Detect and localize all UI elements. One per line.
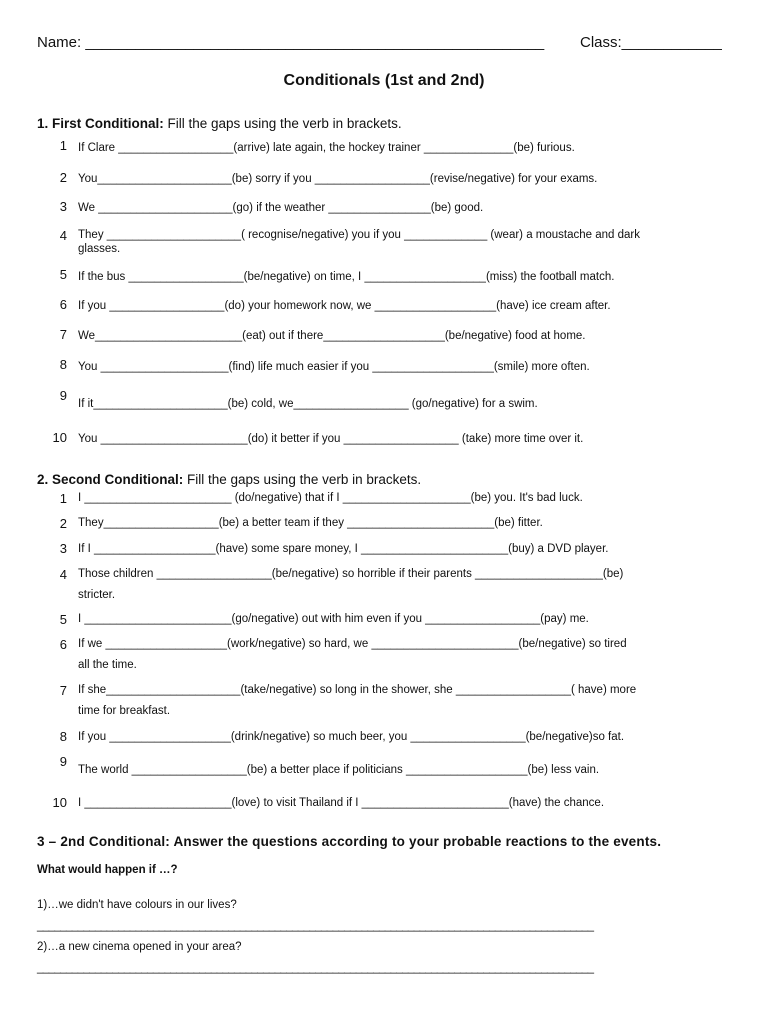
item-number: 6: [59, 637, 67, 652]
item-number: 3: [59, 199, 67, 214]
item-number: 2: [59, 516, 67, 531]
exercise-sentence: If you __________________(do) your homework now, we ___________________(have) ice cream after.: [78, 300, 611, 312]
exercise-sentence: The world __________________(be) a better place if politicians ___________________(be) less vain.: [78, 764, 600, 776]
exercise-sentence: If I ___________________(have) some spare money, I _______________________(buy) a DVD player.: [78, 543, 609, 555]
item-number: 3: [59, 541, 67, 556]
name-field-label: Name: _______________________________________________________: [37, 34, 545, 51]
exercise-sentence: You ____________________(find) life much easier if you ___________________(smile) more often.: [78, 361, 590, 373]
exercise-sentence: If Clare __________________(arrive) late again, the hockey trainer ______________(be) furious.: [78, 142, 575, 154]
answer-line: ________________________________________________________________________________________________: [37, 962, 594, 974]
exercise-sentence-continued: time for breakfast.: [78, 705, 171, 717]
class-field-label: Class:____________: [580, 34, 722, 51]
section-3-heading: 3 – 2nd Conditional: Answer the questions according to your probable reactions to the events.: [37, 834, 662, 849]
item-number: 7: [59, 683, 67, 698]
exercise-sentence: If you ___________________(drink/negative) so much beer, you __________________(be/negative)so fat.: [78, 731, 625, 743]
answer-line: ________________________________________________________________________________________________: [37, 920, 594, 932]
section-1-heading-rest: Fill the gaps using the verb in brackets.: [163, 116, 402, 131]
section-2-heading-bold: 2. Second Conditional:: [37, 472, 184, 487]
item-number: 10: [52, 430, 67, 445]
exercise-sentence: You _______________________(do) it better if you __________________ (take) more time over it.: [78, 433, 584, 445]
section-2-heading-rest: Fill the gaps using the verb in brackets.: [183, 472, 422, 487]
page-title: Conditionals (1st and 2nd): [283, 72, 485, 89]
item-number: 8: [59, 729, 67, 744]
exercise-sentence: If she_____________________(take/negative) so long in the shower, she __________________( have) more: [78, 684, 637, 696]
exercise-sentence-continued: glasses.: [78, 243, 121, 255]
item-number: 4: [59, 228, 67, 243]
item-number: 1: [59, 491, 67, 506]
section-2-heading: [37, 472, 421, 487]
item-number: 8: [59, 357, 67, 372]
exercise-sentence: They__________________(be) a better team if they _______________________(be) fitter.: [78, 517, 543, 529]
question-text: 2)…a new cinema opened in your area?: [37, 941, 242, 953]
exercise-sentence-continued: all the time.: [78, 659, 137, 671]
item-number: 9: [59, 388, 67, 403]
exercise-sentence: They _____________________( recognise/negative) you if you _____________ (wear) a moustache and dark: [78, 229, 640, 241]
section-1-heading: [37, 116, 402, 131]
item-number: 2: [59, 170, 67, 185]
item-number: 9: [59, 754, 67, 769]
item-number: 5: [59, 612, 67, 627]
exercise-sentence: If it_____________________(be) cold, we__________________ (go/negative) for a swim.: [78, 398, 538, 410]
exercise-sentence: You_____________________(be) sorry if you __________________(revise/negative) for your exams.: [78, 173, 598, 185]
exercise-sentence: If the bus __________________(be/negative) on time, I ___________________(miss) the football match.: [78, 271, 615, 283]
section-1-heading-bold: 1. First Conditional:: [37, 116, 164, 131]
item-number: 1: [59, 138, 67, 153]
exercise-sentence: I _______________________(go/negative) out with him even if you __________________(pay) me.: [78, 613, 589, 625]
item-number: 5: [59, 267, 67, 282]
exercise-sentence: We _____________________(go) if the weather ________________(be) good.: [78, 202, 484, 214]
exercise-sentence: Those children __________________(be/negative) so horrible if their parents ____________________(be): [78, 568, 624, 580]
item-number: 6: [59, 297, 67, 312]
exercise-sentence: I _______________________(love) to visit Thailand if I _______________________(have) the chance.: [78, 797, 605, 809]
item-number: 4: [59, 567, 67, 582]
exercise-sentence-continued: stricter.: [78, 589, 116, 601]
section-3-subheading: What would happen if …?: [37, 864, 178, 876]
exercise-sentence: I _______________________ (do/negative) that if I ____________________(be) you. It's bad luck.: [78, 492, 583, 504]
question-text: 1)…we didn't have colours in our lives?: [37, 899, 237, 911]
exercise-sentence: If we ___________________(work/negative) so hard, we _______________________(be/negative) so tired: [78, 638, 627, 650]
item-number: 7: [59, 327, 67, 342]
exercise-sentence: We_______________________(eat) out if there___________________(be/negative) food at home.: [78, 330, 586, 342]
item-number: 10: [52, 795, 67, 810]
